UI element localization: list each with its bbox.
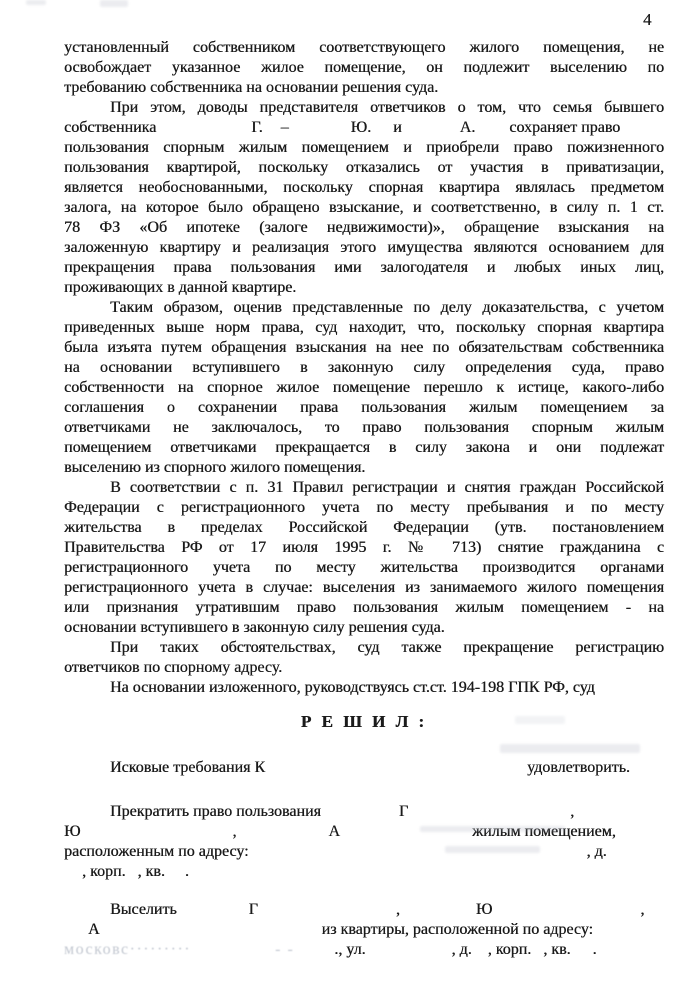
redacted-gap [366, 953, 452, 954]
text-fragment: ., ул. [334, 941, 366, 958]
text-fragment: Прекратить право пользования [110, 803, 321, 820]
scan-artifact [515, 716, 565, 724]
text-fragment: собственника [64, 119, 157, 136]
text-fragment: Г. [251, 119, 263, 136]
scan-artifact [100, 0, 128, 7]
text-line: проживающих в данной квартире. [64, 279, 297, 296]
paragraph [64, 638, 664, 678]
redacted-gap [294, 953, 334, 954]
paragraph [64, 38, 664, 98]
text-fragment: Ю [64, 823, 81, 840]
redacted-gap [177, 913, 249, 914]
redacted-gap [400, 913, 476, 914]
text-line: 78 ФЗ «Об ипотеке (залоге недвижимости)», обращение взыскания на [64, 219, 664, 236]
faded-redacted-text: - - [275, 941, 295, 958]
text-line: собственности на спорное жилое помещение перешло к истице, какого-либо [64, 379, 664, 396]
redacted-gap [371, 131, 393, 132]
redacted-gap [64, 913, 110, 914]
text-fragment: , [570, 803, 575, 820]
scan-artifact [26, 0, 46, 5]
text-fragment: Ю [475, 901, 493, 918]
text-line: выселению из спорного жилого помещения. [64, 459, 366, 476]
text-line: была изъята путем обращения взыскания на нее по обязательствам собственника [64, 339, 664, 356]
text-line: жительства в пределах Российской Федерации (утв. постановлением [64, 519, 664, 536]
text-line [64, 940, 664, 960]
text-fragment: А. [459, 119, 476, 136]
text-line: регистрационного учета в случае: выселения из занимаемого жилого помещения [64, 579, 664, 596]
redacted-gap [236, 835, 328, 836]
paragraph [64, 758, 664, 778]
redacted-gap [531, 953, 543, 954]
scan-artifact [500, 744, 640, 753]
text-line [64, 822, 664, 842]
paragraph [64, 298, 664, 478]
text-fragment: А [328, 823, 341, 840]
text-line: Таким образом, оценив представленные по делу доказательства, с учетом [110, 299, 664, 316]
text-fragment: Выселить [110, 901, 177, 918]
text-fragment: . [592, 941, 597, 958]
text-fragment: , д. [451, 941, 472, 958]
redacted-gap [126, 875, 138, 876]
redacted-gap [571, 953, 593, 954]
redacted-gap [64, 933, 88, 934]
redacted-gap [258, 913, 396, 914]
text-line: помещением ответчиками прекращается в силу закона и они подлежат [64, 439, 664, 456]
text-line: соглашения о сохранении права пользования жилым помещением за [64, 399, 664, 416]
redacted-gap [263, 131, 281, 132]
redacted-gap [64, 875, 82, 876]
text-line: требованию собственника на основании решения суда. [64, 79, 439, 96]
text-line [64, 118, 664, 138]
redacted-gap [165, 875, 185, 876]
document-body [64, 38, 664, 960]
redacted-gap [321, 815, 399, 816]
text-fragment: , кв. [137, 863, 165, 880]
text-fragment: Ю. [350, 119, 372, 136]
text-line: прекращения права пользования ими залогодателя и любых иных лиц, [64, 259, 664, 276]
paragraph [64, 802, 664, 882]
text-fragment: , корп. [82, 863, 126, 880]
text-line: установленный собственником соответствующего жилого помещения, не [64, 39, 664, 56]
text-line: или признания утратившим право пользования жилым помещением - на [64, 599, 664, 616]
scan-artifact [445, 846, 540, 853]
text-line: Правительства РФ от 17 июля 1995 г. № 713) снятие гражданина с [64, 539, 664, 556]
text-fragment: , кв. [543, 941, 571, 958]
redacted-gap [156, 131, 251, 132]
text-fragment: , [395, 901, 400, 918]
text-fragment: , [232, 823, 237, 840]
text-fragment: расположенным по адресу: [64, 843, 249, 860]
text-line: регистрационного учета по месту жительства производится органами [64, 559, 664, 576]
text-line: Федерации с регистрационного учета по месту пребывания и по месту [64, 499, 664, 516]
text-fragment: жилым помещением, [472, 823, 616, 840]
text-line: приведенных выше норм права, суд находит, что, поскольку спорная квартира [64, 319, 664, 336]
text-line [64, 758, 664, 778]
text-line [64, 802, 664, 822]
paragraph [64, 98, 664, 298]
text-line [64, 920, 664, 940]
paragraph [64, 678, 664, 698]
text-line: пользования квартирой, поскольку отказались от участия в приватизации, [64, 159, 664, 176]
text-line: основании вступившего в законную силу решения суда. [64, 619, 445, 636]
text-fragment: , корп. [487, 941, 532, 958]
redacted-gap [472, 953, 488, 954]
text-fragment: удовлетворить. [527, 759, 630, 776]
text-fragment: , д. [586, 843, 607, 860]
text-line: В соответствии с п. 31 Правил регистрации и снятия граждан Российской [110, 479, 664, 496]
text-line [64, 842, 664, 862]
redacted-gap [64, 771, 110, 772]
redacted-gap [191, 953, 275, 954]
text-fragment: из квартиры, расположенной по адресу: [321, 921, 593, 938]
redacted-gap [100, 933, 322, 934]
redacted-gap [265, 771, 527, 772]
text-line: На основании изложенного, руководствуясь ст.ст. 194-198 ГПК РФ, суд [110, 679, 595, 696]
text-line: При таких обстоятельствах, суд также прекращение регистрацию [110, 639, 664, 656]
text-fragment: А [88, 921, 100, 938]
redacted-gap [80, 835, 232, 836]
paragraph [64, 900, 664, 960]
text-fragment: . [184, 863, 189, 880]
redacted-gap [64, 815, 110, 816]
text-line: освобождает указанное жилое помещение, он подлежит выселению по [64, 59, 664, 76]
text-fragment: Исковые требования К [110, 759, 266, 776]
redacted-gap [340, 835, 472, 836]
faded-redacted-text: московс········· [64, 941, 192, 958]
text-fragment: сохраняет право [509, 119, 621, 136]
text-line [64, 900, 664, 920]
text-line: ответчиков по спорному адресу. [64, 659, 283, 676]
paragraph [64, 478, 664, 638]
text-line [64, 862, 664, 882]
text-line: пользования спорным жилым помещением и приобрели право пожизненного [64, 139, 664, 156]
text-line: на основании вступившего в законную силу определения суда, право [64, 359, 664, 376]
redacted-gap [249, 855, 587, 856]
redacted-gap [408, 815, 570, 816]
text-line: При этом, доводы представителя ответчиков о том, что семья бывшего [110, 99, 664, 116]
text-line: является необоснованными, поскольку спорная квартира являлась предметом [64, 179, 664, 196]
redacted-gap [402, 131, 460, 132]
text-fragment: , [640, 901, 645, 918]
ruling-heading: Р Е Ш И Л : [300, 712, 428, 731]
text-line: ответчиками не заключалось, то право пользования спорным жилым [64, 419, 664, 436]
text-line: заложенную квартиру и реализация этого имущества являются основанием для [64, 239, 664, 256]
redacted-gap [475, 131, 509, 132]
text-line: залога, на которое было обращено взыскание, и соответственно, в силу п. 1 ст. [64, 199, 664, 216]
text-fragment: Г [398, 803, 409, 820]
page-number: 4 [643, 10, 652, 29]
text-fragment: и [393, 119, 402, 136]
text-fragment: Г [248, 901, 258, 918]
text-fragment: – [280, 119, 289, 136]
redacted-gap [289, 131, 351, 132]
redacted-gap [492, 913, 640, 914]
scan-artifact [420, 826, 565, 832]
